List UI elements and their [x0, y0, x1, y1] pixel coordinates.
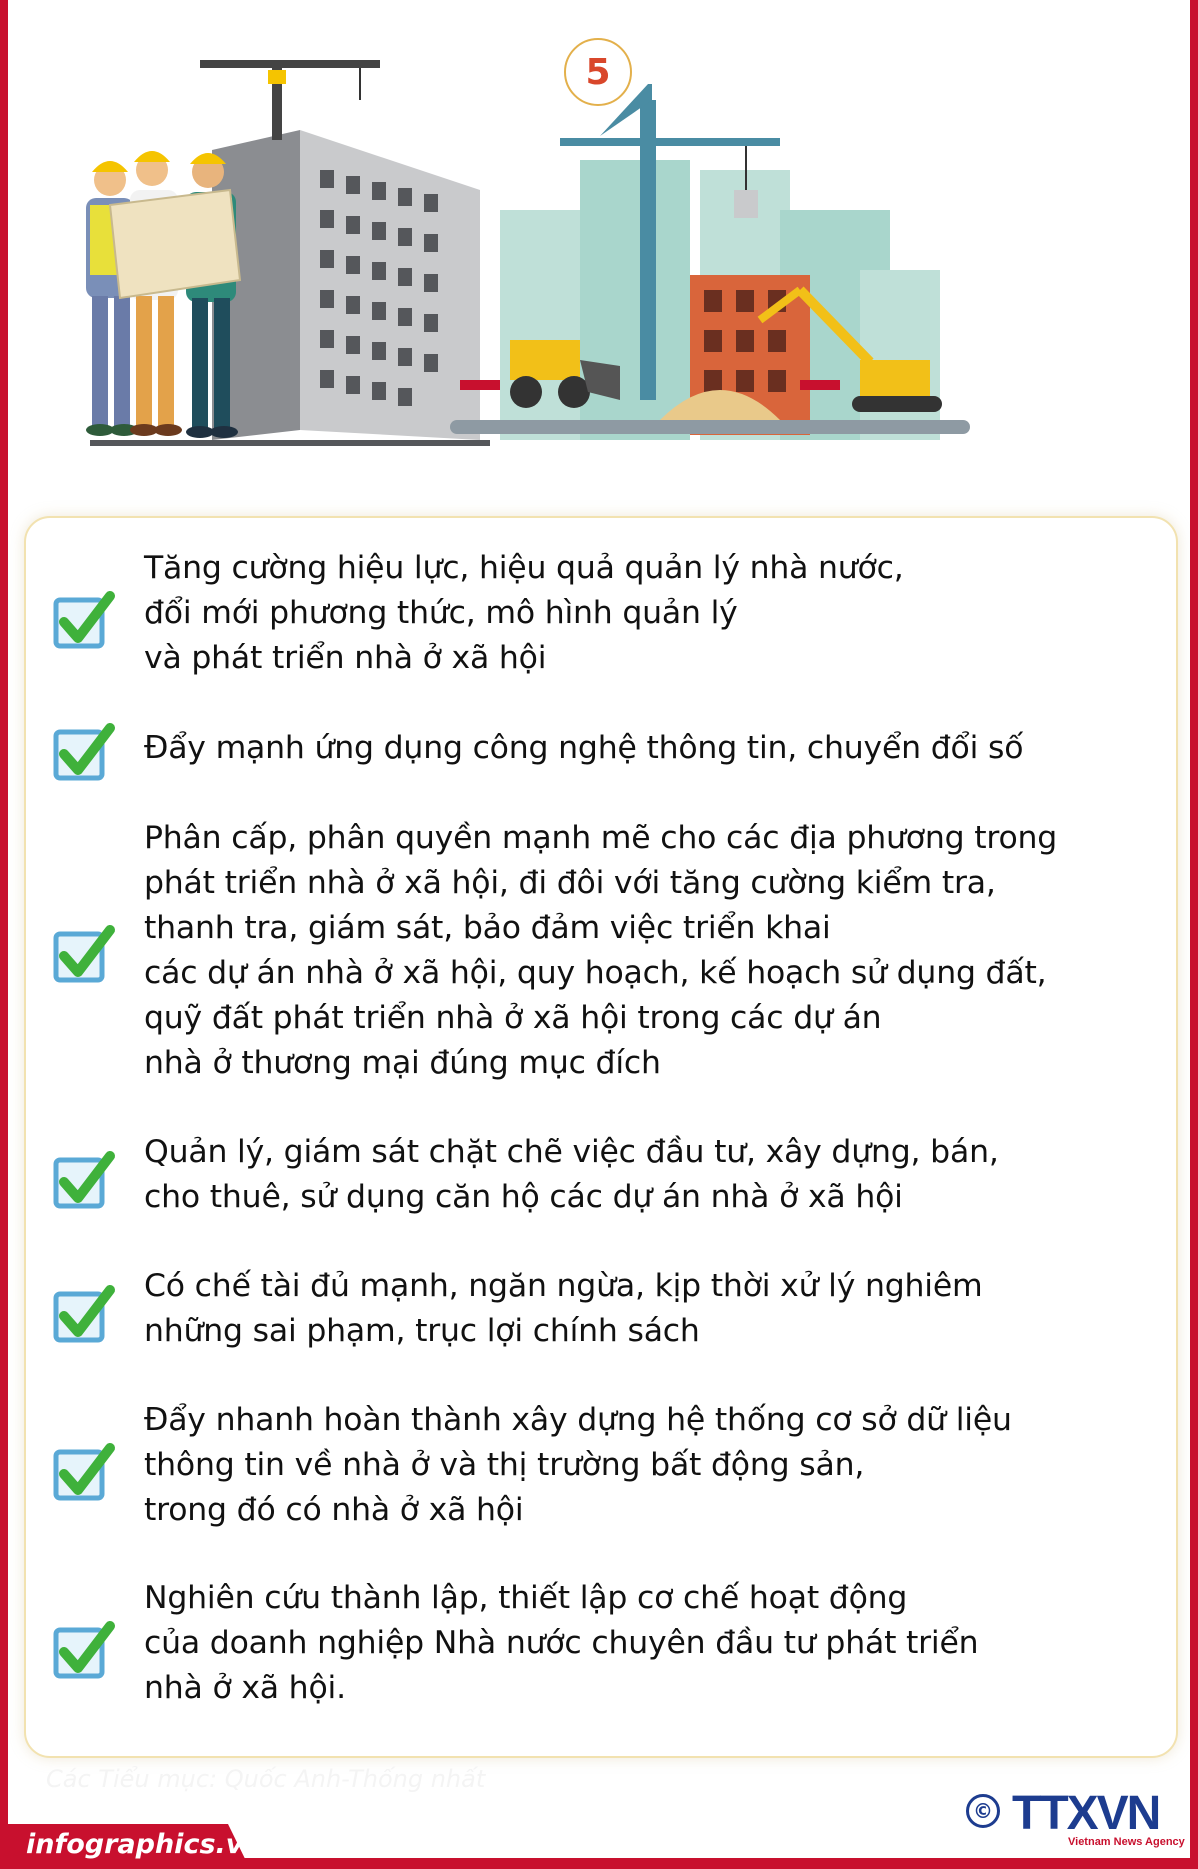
checkbox-checked-icon [50, 1280, 110, 1340]
step-number-badge: 5 [564, 38, 632, 106]
item-text: Phân cấp, phân quyền mạnh mẽ cho các địa phương trong phát triển nhà ở xã hội, đi đôi với tăng cường kiểm tra, thanh tra, giám sát, bảo đảm việc triển khai các dự án nhà ở xã hội, quy hoạch, kế hoạch sử dụng đất, quỹ đất phát triển nhà ở xã hội trong các dự án nhà ở thương mại đúng mục đích [144, 820, 1058, 1081]
item-text: Quản lý, giám sát chặt chẽ việc đầu tư, xây dựng, bán, cho thuê, sử dụng căn hộ các dự án nhà ở xã hội [144, 1134, 999, 1215]
list-item [26, 546, 1176, 681]
item-text: Có chế tài đủ mạnh, ngăn ngừa, kịp thời xử lý nghiêm những sai phạm, trục lợi chính sách [144, 1268, 983, 1349]
item-text: Đẩy mạnh ứng dụng công nghệ thông tin, chuyển đổi số [144, 730, 1024, 766]
checkbox-checked-icon [50, 920, 110, 980]
list-item [26, 1130, 1176, 1220]
left-frame-border [0, 0, 8, 1869]
item-text: Tăng cường hiệu lực, hiệu quả quản lý nhà nước, đổi mới phương thức, mô hình quản lý và phát triển nhà ở xã hội [144, 550, 904, 676]
list-item [26, 816, 1176, 1086]
checkbox-checked-icon [50, 1616, 110, 1676]
list-item [26, 1576, 1176, 1711]
list-item [26, 1264, 1176, 1354]
ttxvn-logo: TTXVN [1012, 1787, 1160, 1840]
copyright-icon: © [966, 1794, 1000, 1828]
source-note: Các Tiểu mục: Quốc Anh-Thống nhất [46, 1765, 486, 1793]
site-link[interactable]: infographics.vn [26, 1829, 263, 1860]
right-frame-border [1190, 0, 1198, 1869]
checkbox-checked-icon [50, 1438, 110, 1498]
checklist-panel [24, 516, 1178, 1758]
workers-illustration [86, 151, 240, 438]
item-text: Đẩy nhanh hoàn thành xây dựng hệ thống cơ sở dữ liệu thông tin về nhà ở và thị trường bất động sản, trong đó có nhà ở xã hội [144, 1402, 1012, 1528]
checkbox-checked-icon [50, 718, 110, 778]
construction-illustration [40, 40, 1160, 500]
construction-site-illustration [450, 84, 970, 440]
logo-subtitle: Vietnam News Agency [1068, 1836, 1185, 1848]
checkbox-checked-icon [50, 1146, 110, 1206]
item-text: Nghiên cứu thành lập, thiết lập cơ chế hoạt động của doanh nghiệp Nhà nước chuyên đầu tư phát triển nhà ở xã hội. [144, 1580, 979, 1706]
list-item [26, 1398, 1176, 1533]
checkbox-checked-icon [50, 586, 110, 646]
list-item [26, 726, 1176, 771]
